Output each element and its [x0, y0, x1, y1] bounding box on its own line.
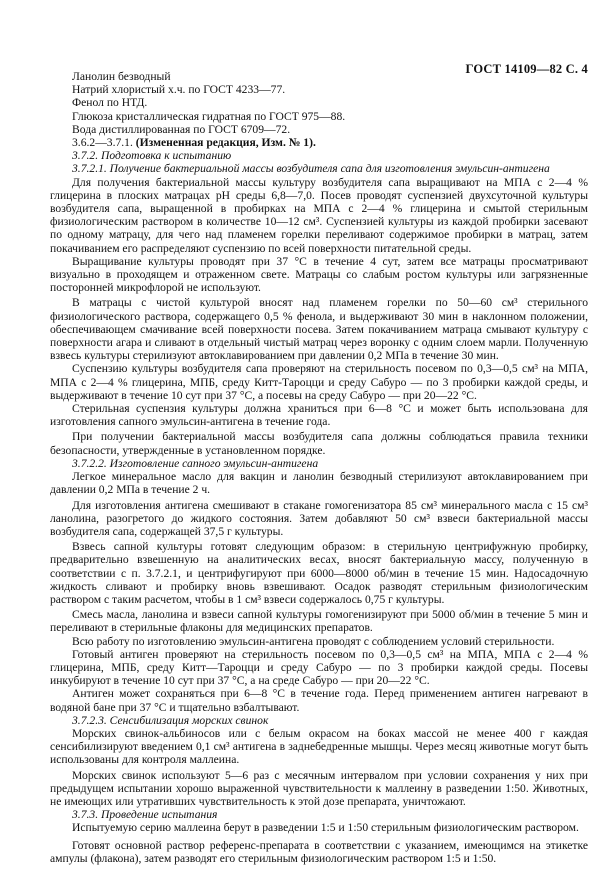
paragraph: Для изготовления антигена смешивают в стакане гомогенизатора 85 см³ минерального масла с 15 см³ ланолина, разогретого до жидкого состояния. Затем добавляют 50 см³ взвеси бактериальной массы возбудителя сапа, содержащей 37,5 г культуры. — [50, 498, 588, 538]
paragraph: Суспензию культуры возбудителя сапа проверяют на стерильность посевом по 0,3—0,5 см³ на МПА, МПА с 2—4 % глицерина, МПБ, среду Китт-Тароцци и среду Сабуро — по 3 пробирки каждой среды, и выдерживают в течение 10 сут при 37 °С, а посевы на среду Сабуро — при 20—22 °С. — [50, 362, 588, 402]
reagent-line: Фенол по НТД. — [72, 96, 148, 110]
reagent-line: Глюкоза кристаллическая гидратная по ГОСТ 975—88. — [72, 109, 346, 123]
paragraph: Испытуемую серию маллеина берут в разведении 1:5 и 1:50 стерильным физиологическим раствором. — [72, 821, 579, 835]
paragraph: Легкое минеральное масло для вакцин и ланолин безводный стерилизуют автоклавированием при давлении 0,2 МПа в течение 2 ч. — [50, 470, 588, 497]
section-heading: 3.7.2.3. Сенсибилизация морских свинок — [72, 713, 269, 727]
paragraph: Для получения бактериальной массы культуру возбудителя сапа выращивают на МПА с 2—4 % глицерина в плоских матрацах pH среды 6,8—7,0. Посев проводят суспензией двухсуточной культуры возбудителя сапа, выращенной в пробирках на МПА с 2—4 % глицерина и смытой стерильным физиологическим раствором в количестве 10—12 см³. Суспензией культуры из каждой пробирки засевают по одному матрацу, для чего над пламенем горелки переливают содержимое пробирки в матрац, затем покачиванием его распределяют суспензию по всей поверхности питательной среды. — [50, 175, 588, 255]
paragraph: При получении бактериальной массы возбудителя сапа должны соблюдаться правила техники безопасности, утвержденные в установленном порядке. — [50, 430, 588, 457]
paragraph: Выращивание культуры проводят при 37 °С в течение 4 сут, затем все матрацы просматривают визуально в проходящем и отраженном свете. Матрацы со слабым ростом культуры или загрязненные посторонней микрофлорой не используют. — [50, 254, 588, 295]
paragraph: Взвесь сапной культуры готовят следующим образом: в стерильную центрифужную пробирку, предварительно взвешенную на аналитических весах, вносят бактериальную массу, полученную в соответствии с п. 3.7.2.1, и центрифугируют при 6000—8000 об/мин в течение 15 мин. Надосадочную жидкость сливают и пробирку вновь взвешивают. Осадок разводят стерильным физиологическим раствором с таким расчетом, чтобы в 1 см³ взвеси содержалось 0,75 г культуры. — [50, 540, 588, 606]
reagent-line: Ланолин безводный — [72, 70, 171, 83]
paragraph: В матрацы с чистой культурой вносят над пламенем горелки по 50—60 см³ стерильного физиологического раствора, содержащего 0,5 % фенола, и выдерживают 30 мин в наклонном положении, обеспечивающем смачивание всей поверхности посева. Затем покачиванием матраца смывают культуру с поверхности агара и сливают в отдельный чистый матрац через воронку с одним слоем марли. Полученную взвесь культуры стерилизуют автоклавированием при давлении 0,2 МПа в течение 30 мин. — [50, 296, 588, 363]
paragraph: Смесь масла, ланолина и взвеси сапной культуры гомогенизируют при 5000 об/мин в течение 5 мин и переливают в стерильные флаконы для медицинских препаратов. — [50, 608, 588, 635]
reagent-list — [50, 70, 588, 136]
section-heading: 3.7.3. Проведение испытания — [72, 808, 218, 822]
amendment-note — [50, 136, 588, 149]
paragraph: Антиген может сохраняться при 6—8 °С в течение года. Перед применением антиген нагревают в водяной бане при 37 °С и тщательно взбалтывают. — [50, 687, 588, 714]
paragraph: Готовый антиген проверяют на стерильность посевом по 0,3—0,5 см³ на МПА, МПА с 2—4 % глицерина, МПБ, среду Китт—Тароцци и среду Сабуро — по 3 пробирки каждой среды. Посевы инкубируют в течение 10 сут при 37 °С, а на среде Сабуро — при 20—22 °С. — [50, 647, 588, 688]
paragraph: Всю работу по изготовлению эмульсин-антигена проводят с соблюдением условий стерильности. — [72, 634, 555, 648]
page-header: ГОСТ 14109—82 С. 4 — [465, 62, 588, 76]
reagent-line: Натрий хлористый х.ч. по ГОСТ 4233—77. — [72, 83, 286, 97]
section-heading: 3.7.2.1. Получение бактериальной массы возбудителя сапа для изготовления эмульсин-антигена — [72, 162, 550, 176]
section-heading: 3.7.2.2. Изготовление сапного эмульсин-антигена — [72, 456, 319, 470]
amendment-text: (Измененная редакция, Изм. № 1). — [135, 136, 316, 150]
reagent-line: Вода дистиллированная по ГОСТ 6709—72. — [72, 122, 291, 136]
document-body — [50, 70, 588, 865]
amendment-number: 3.6.2—3.7.1. — [72, 136, 136, 150]
paragraph: Стерильная суспензия культуры должна храниться при 6—8 °С и может быть использована для изготовления сапного эмульсин-антигена в течение года. — [50, 402, 588, 429]
paragraph: Морских свинок-альбиносов или с белым окрасом на боках массой не менее 400 г каждая сенсибилизируют введением 0,1 см³ антигена в заднебедренные мышцы. Через месяц животные могут быть использованы для контроля маллеина. — [50, 726, 588, 767]
paragraph: Морских свинок используют 5—6 раз с месячным интервалом при условии сохранения у них при предыдущем испытании хорошо выраженной чувствительности к маллеину в разведении 1:50. Животных, не имеющих или утративших чувствительность к этой дозе препарата, уничтожают. — [50, 768, 588, 808]
section-heading: 3.7.2. Подготовка к испытанию — [72, 149, 232, 163]
paragraph: Готовят основной раствор референс-препарата в соответствии с указанием, имеющимся на этикетке ампулы (флакона), затем разводят его стерильным физиологическим раствором 1:5 и 1:50. — [50, 838, 588, 865]
